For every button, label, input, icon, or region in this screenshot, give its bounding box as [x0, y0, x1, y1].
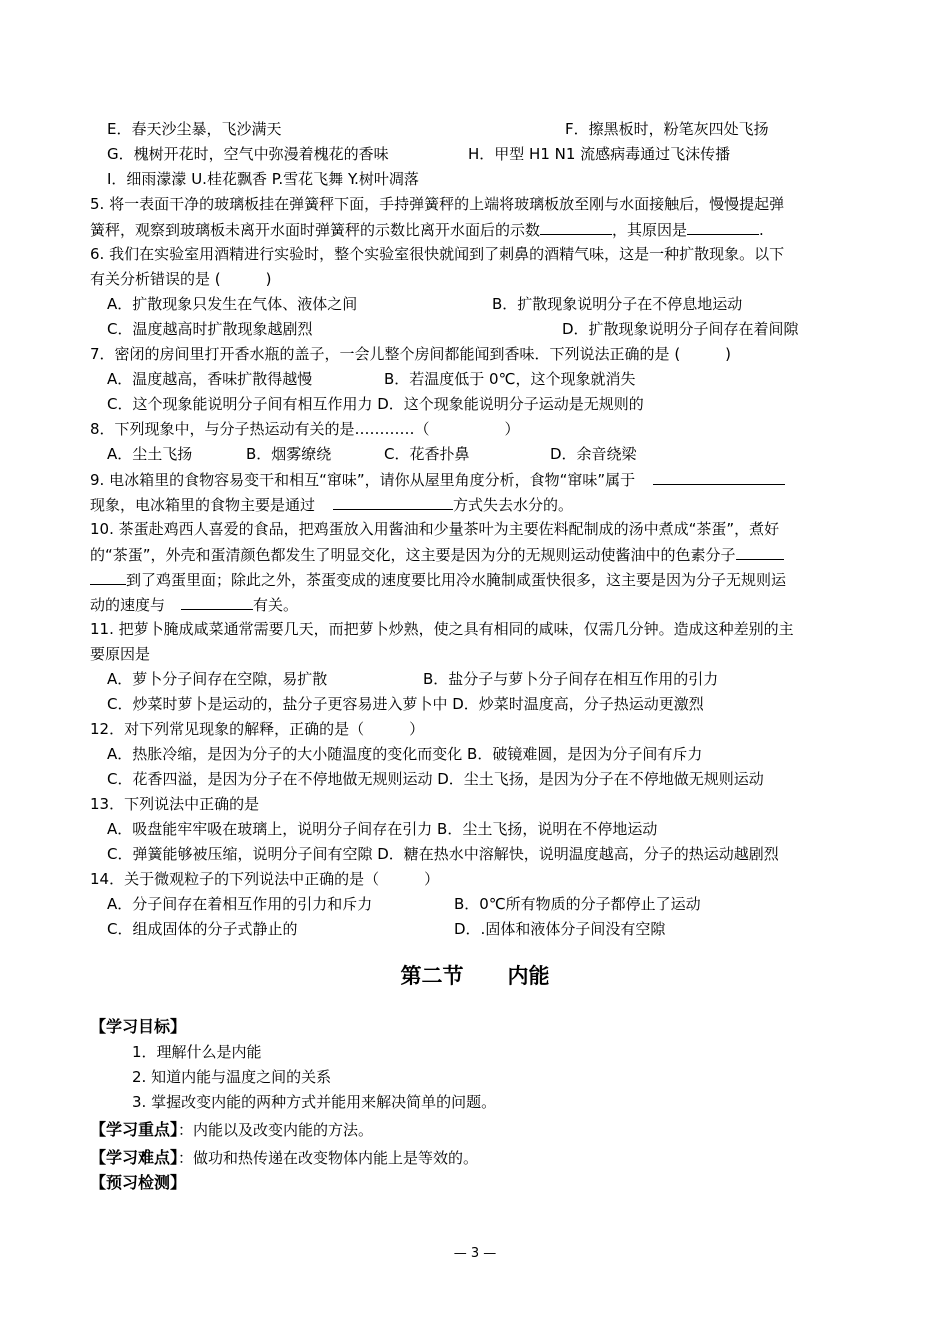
learning-goal-1: 1．理解什么是内能 — [132, 1043, 262, 1061]
question-8: 8．下列现象中，与分子热运动有关的是…………（ ） — [90, 420, 520, 438]
question-7-option-cd: C．这个现象能说明分子间有相互作用力 D．这个现象能说明分子运动是无规则的 — [107, 395, 644, 413]
question-14-option-b: B．0℃所有物质的分子都停止了运动 — [454, 895, 701, 913]
preview-check-heading: 【预习检测】 — [90, 1173, 187, 1192]
question-7: 7．密闭的房间里打开香水瓶的盖子，一会儿整个房间都能闻到香味．下列说法正确的是 ( ) — [90, 345, 732, 363]
question-6-line-1: 6. 我们在实验室用酒精进行实验时，整个实验室很快就闻到了刺鼻的酒精气味，这是一种扩散现象。以下 — [90, 245, 785, 263]
question-5-line-2: 簧秤，观察到玻璃板未离开水面时弹簧秤的示数比离开水面后的示数 ，其原因是 . — [90, 221, 764, 239]
question-12: 12．对下列常见现象的解释，正确的是（ ） — [90, 720, 425, 738]
question-8-option-a: A．尘土飞扬 — [107, 445, 193, 463]
key-points-text: ：内能以及改变内能的方法。 — [178, 1121, 374, 1139]
question-13-option-ab: A．吸盘能牢牢吸在玻璃上，说明分子间存在引力 B．尘土飞扬，说明在不停地运动 — [107, 820, 658, 838]
question-14: 14．关于微观粒子的下列说法中正确的是（ ） — [90, 870, 440, 888]
option-i: I．细雨濛濛 U.桂花飘香 P.雪花飞舞 Y.树叶凋落 — [107, 170, 419, 188]
answer-blank[interactable] — [687, 219, 759, 235]
question-6-option-a: A．扩散现象只发生在气体、液体之间 — [107, 295, 358, 313]
question-6-option-d: D．扩散现象说明分子间存在着间隙 — [562, 320, 799, 338]
question-13-option-cd: C．弹簧能够被压缩，说明分子间有空隙 D．糖在热水中溶解快，说明温度越高，分子的热运动越剧烈 — [107, 845, 779, 863]
question-11-option-cd: C．炒菜时萝卜是运动的，盐分子更容易进入萝卜中 D．炒菜时温度高，分子热运动更激烈 — [107, 695, 704, 713]
question-9-line-2: 现象，电冰箱里的食物主要是通过 方式失去水分的。 — [90, 496, 574, 514]
section-title — [0, 962, 950, 990]
question-11-line-2: 要原因是 — [90, 645, 151, 663]
learning-goal-2: 2. 知道内能与温度之间的关系 — [132, 1068, 332, 1086]
answer-blank[interactable] — [736, 544, 784, 560]
question-12-option-ab: A．热胀冷缩，是因为分子的大小随温度的变化而变化 B．破镜难圆，是因为分子间有斥力 — [107, 745, 703, 763]
question-11-option-a: A．萝卜分子间存在空隙，易扩散 — [107, 670, 328, 688]
option-g: G．槐树开花时，空气中弥漫着槐花的香味 — [107, 145, 389, 163]
question-11-option-b: B．盐分子与萝卜分子间存在相互作用的引力 — [423, 670, 719, 688]
question-12-option-cd: C．花香四溢，是因为分子在不停地做无规则运动 D．尘土飞扬，是因为分子在不停地做无规则运动 — [107, 770, 764, 788]
question-13: 13．下列说法中正确的是 — [90, 795, 260, 813]
section-number: 第二节 — [400, 964, 464, 988]
option-h: H．甲型 H1 N1 流感病毒通过飞沫传播 — [468, 145, 731, 163]
question-9-line-1: 9. 电冰箱里的食物容易变干和相互“窜味”，请你从屋里角度分析，食物“窜味”属于 — [90, 469, 785, 490]
question-14-option-c: C．组成固体的分子式静止的 — [107, 920, 298, 938]
answer-blank[interactable] — [181, 594, 253, 610]
learning-goals-heading: 【学习目标】 — [90, 1017, 187, 1036]
key-points-heading: 【学习重点】 — [90, 1120, 179, 1139]
question-10-line-3: 到了鸡蛋里面；除此之外，茶蛋变成的速度要比用冷水腌制咸蛋快很多，这主要是因为分子无规则运 — [90, 569, 786, 590]
difficult-points — [90, 1148, 478, 1168]
question-14-option-d: D．.固体和液体分子间没有空隙 — [454, 920, 666, 938]
question-14-option-a: A．分子间存在着相互作用的引力和斥力 — [107, 895, 373, 913]
difficult-points-text: ：做功和热传递在改变物体内能上是等效的。 — [178, 1149, 479, 1167]
learning-goal-3: 3. 掌握改变内能的两种方式并能用来解决简单的问题。 — [132, 1093, 497, 1111]
question-7-option-a: A．温度越高，香味扩散得越慢 — [107, 370, 313, 388]
question-6-line-2: 有关分析错误的是 ( ) — [90, 270, 272, 288]
answer-blank[interactable] — [653, 469, 785, 485]
option-f: F．擦黑板时，粉笔灰四处飞扬 — [565, 120, 769, 138]
question-8-option-b: B．烟雾缭绕 — [246, 445, 332, 463]
key-points — [90, 1120, 373, 1140]
answer-blank[interactable] — [333, 494, 453, 510]
question-11-line-1: 11. 把萝卜腌成咸菜通常需要几天，而把萝卜炒熟，使之具有相同的咸味，仅需几分钟。造成这种差别的主 — [90, 620, 794, 638]
difficult-points-heading: 【学习难点】 — [90, 1148, 179, 1167]
question-10-line-1: 10. 茶蛋赴鸡西人喜爱的食品，把鸡蛋放入用酱油和少量茶叶为主要佐料配制成的汤中煮成“茶蛋”，煮好 — [90, 520, 780, 538]
question-6-option-c: C．温度越高时扩散现象越剧烈 — [107, 320, 313, 338]
question-8-option-d: D．余音绕梁 — [550, 445, 637, 463]
option-e: E．春天沙尘暴，飞沙满天 — [107, 120, 282, 138]
question-5-line-1: 5. 将一表面干净的玻璃板挂在弹簧秤下面，手持弹簧秤的上端将玻璃板放至刚与水面接触后，慢慢提起弹 — [90, 195, 785, 213]
answer-blank[interactable] — [540, 219, 612, 235]
question-7-option-b: B．若温度低于 0℃，这个现象就消失 — [384, 370, 636, 388]
question-10-line-4: 动的速度与 有关。 — [90, 596, 299, 614]
answer-blank[interactable] — [90, 569, 126, 585]
question-8-option-c: C．花香扑鼻 — [384, 445, 470, 463]
section-name: 内能 — [507, 964, 550, 988]
page-number: — 3 — — [453, 1246, 497, 1261]
question-6-option-b: B．扩散现象说明分子在不停息地运动 — [492, 295, 743, 313]
question-10-line-2: 的“茶蛋”，外壳和蛋清颜色都发生了明显交化，这主要是因为分的无规则运动使酱油中的色素分子 — [90, 544, 784, 565]
